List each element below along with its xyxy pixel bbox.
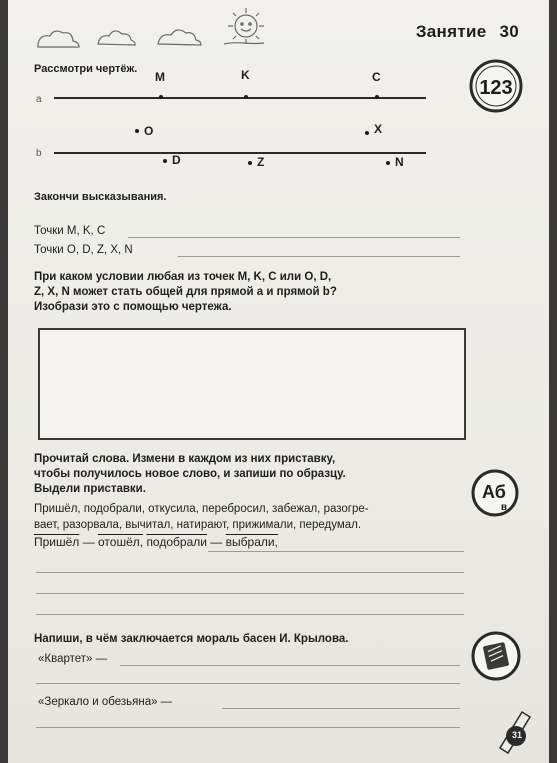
letters-badge-text: Аб <box>482 482 506 502</box>
task-moral: Напиши, в чём заключается мораль басен И. Крылова. <box>34 633 349 645</box>
cloud-icon <box>98 31 135 45</box>
cloud-icon <box>38 31 79 47</box>
point-c-label: C <box>372 70 381 84</box>
notebook-icon <box>470 630 522 682</box>
point-x-label: X <box>374 122 383 136</box>
point-m <box>159 95 163 99</box>
answer-line <box>178 256 460 257</box>
drawing-box[interactable] <box>38 328 466 440</box>
answer-line <box>36 572 464 573</box>
word-list-line1: Пришёл, подобрали, откусила, перебросил, забежал, разогре- <box>34 503 369 515</box>
fable-kvartet: «Квартет» — <box>38 653 108 665</box>
instruction-finish-statements: Закончи высказывания. <box>34 191 167 203</box>
word-list-line2: вает, разорвала, вычитал, натирают, прижимали, передумал. <box>34 519 362 531</box>
answer-line <box>36 614 464 615</box>
task-condition-line3: Изобрази это с помощью чертежа. <box>34 301 232 313</box>
line-b <box>54 152 426 154</box>
statement-points-mkc: Точки M, K, C <box>34 225 106 237</box>
example-dash: — <box>82 535 95 549</box>
answer-line <box>222 708 460 709</box>
example-word: подобрали <box>146 535 207 549</box>
task-condition-line2: Z, X, N может стать общей для прямой a и прямой b? <box>34 286 337 298</box>
task-condition-line1: При каком условии любая из точек M, K, C или O, D, <box>34 271 332 283</box>
line-a-label: a <box>36 94 42 105</box>
fable-mirror-monkey: «Зеркало и обезьяна» — <box>38 696 173 708</box>
task-prefix-line2: чтобы получилось новое слово, и запиши по образцу. <box>34 468 346 480</box>
lesson-title-text: Занятие <box>415 22 487 41</box>
instruction-look-diagram: Рассмотри чертёж. <box>34 63 138 75</box>
line-b-label: b <box>36 148 42 159</box>
point-c <box>375 95 379 99</box>
task-prefix-line3: Выдели приставки. <box>34 483 146 495</box>
lesson-number: 30 <box>499 22 519 41</box>
statement-points-odzxn: Точки O, D, Z, X, N <box>34 244 133 256</box>
letters-badge-sub: в <box>500 502 508 513</box>
point-n-label: N <box>395 155 404 169</box>
line-a <box>54 97 426 99</box>
example-dash: — <box>210 535 223 549</box>
point-k <box>244 95 248 99</box>
answer-line <box>128 237 460 238</box>
point-z-label: Z <box>257 155 265 169</box>
sun-icon <box>228 8 264 44</box>
example-word: выбрали, <box>225 535 278 549</box>
task-prefix-line1: Прочитай слова. Измени в каждом из них приставку, <box>34 453 336 465</box>
math-badge-text: 123 <box>479 77 513 99</box>
answer-line <box>36 727 460 728</box>
point-m-label: M <box>155 70 165 84</box>
workbook-page <box>8 0 549 763</box>
point-d <box>163 159 167 163</box>
point-k-label: K <box>241 68 250 82</box>
example-word: Пришёл <box>34 535 80 549</box>
page-number: 31 <box>511 730 522 740</box>
point-o <box>135 129 139 133</box>
answer-line <box>36 683 460 684</box>
point-o-label: O <box>144 124 154 138</box>
example-word: отошёл, <box>98 535 144 549</box>
clouds-sun-decoration <box>26 4 276 50</box>
letters-ab-icon <box>470 468 520 518</box>
answer-line <box>208 551 464 552</box>
lesson-title <box>416 22 519 42</box>
cloud-icon <box>158 30 201 45</box>
answer-line <box>36 593 464 594</box>
point-x <box>365 131 369 135</box>
point-d-label: D <box>172 153 181 167</box>
answer-line <box>120 665 460 666</box>
example-line <box>34 535 278 550</box>
point-z <box>248 161 252 165</box>
math-123-icon <box>468 58 524 114</box>
point-n <box>386 161 390 165</box>
